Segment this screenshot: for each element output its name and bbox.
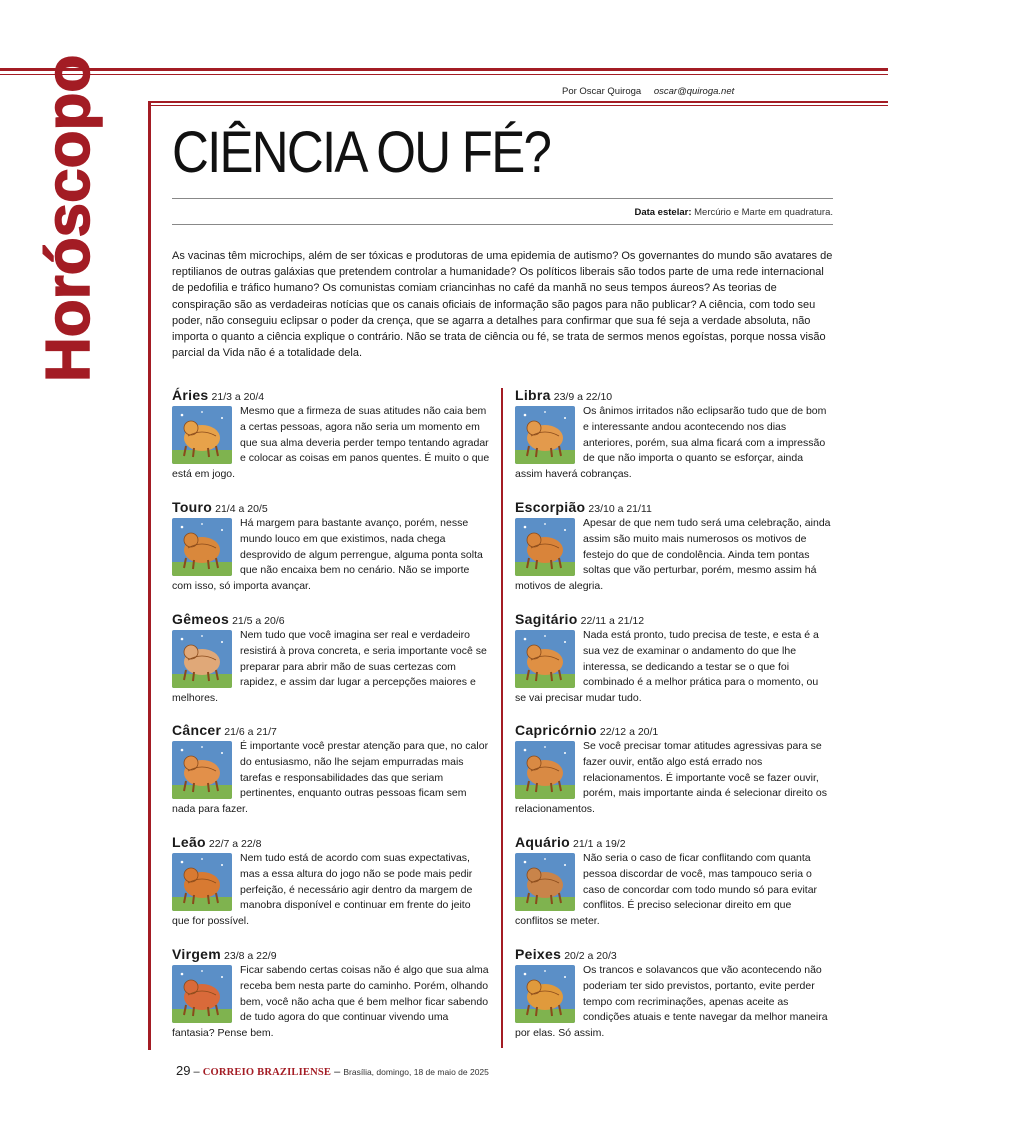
column-separator — [501, 388, 503, 1048]
sign-dates: 21/6 a 21/7 — [224, 726, 277, 738]
sign-name: Áries — [172, 387, 209, 403]
leo-lion-icon — [172, 853, 232, 911]
sign-block — [172, 946, 490, 1042]
stardate-label: Data estelar: — [634, 207, 692, 218]
sign-dates: 22/7 a 22/8 — [208, 838, 262, 850]
cancer-crab-icon — [172, 741, 232, 799]
sign-header — [172, 499, 490, 516]
sign-header — [515, 611, 831, 628]
sign-dates: 21/1 a 19/2 — [573, 838, 626, 850]
sign-header — [172, 387, 490, 404]
libra-scales-icon — [515, 406, 575, 464]
sign-header — [172, 722, 490, 739]
sign-dates: 23/9 a 22/10 — [553, 391, 613, 403]
section-title: Horóscopo — [34, 54, 103, 382]
sign-block — [515, 722, 831, 818]
sign-block — [172, 499, 490, 595]
sign-body — [515, 404, 831, 483]
issue-date: Brasília, domingo, 18 de maio de 2025 — [343, 1067, 489, 1077]
sign-body — [172, 404, 490, 483]
frame-top-rule-thin — [150, 105, 888, 106]
headline-rule-bottom — [172, 224, 833, 225]
sign-name: Aquário — [515, 834, 570, 850]
sign-body — [172, 628, 490, 707]
sign-text: Ficar sabendo certas coisas não é algo que sua alma receba bem nesta parte do caminho. Porém, olhando bem, você não acha que é bem melhor ficar sabendo de tudo agora do que continuar vivendo uma fantasia? Pense bem. — [172, 964, 489, 1040]
sign-block — [172, 611, 490, 707]
sign-dates: 21/5 a 20/6 — [232, 615, 285, 627]
sign-block — [172, 387, 490, 483]
sign-text: Nem tudo que você imagina ser real e verdadeiro resistirá à prova concreta, e seria importante você se preparar para abrir mão de suas certezas com rapidez, e assim dar lugar a percepções maiores e melhores. — [172, 629, 487, 705]
sign-name: Leão — [172, 834, 206, 850]
top-rule-thin — [0, 74, 888, 75]
aquarius-waterbearer-icon — [515, 853, 575, 911]
author-name: Por Oscar Quiroga — [562, 86, 642, 97]
sign-block — [515, 499, 831, 595]
sign-block — [172, 722, 490, 818]
sign-name: Gêmeos — [172, 611, 230, 627]
sign-body — [172, 516, 490, 595]
sign-header — [515, 387, 831, 404]
sign-header — [172, 611, 490, 628]
sign-header — [172, 834, 490, 851]
sign-dates: 23/10 a 21/11 — [588, 503, 652, 515]
sign-name: Peixes — [515, 946, 562, 962]
footer-dash: – — [334, 1066, 344, 1078]
sign-body — [515, 963, 831, 1042]
sign-text: Os trancos e solavancos que vão acontecendo não poderiam ter sido previstos, portanto, evite perder tempo com recriminações, apenas aceite as condições atuais e tente navegar da melhor maneira por elas. Só assim. — [515, 964, 828, 1040]
sign-text: Nem tudo está de acordo com suas expectativas, mas a essa altura do jogo não se pode mais pedir perfeição, é necessário agir dentro da margem de manobra disponível e continuar em frente do jeito que for possível. — [172, 852, 473, 928]
sign-name: Virgem — [172, 946, 222, 962]
sign-body — [172, 963, 490, 1042]
intro-paragraph: As vacinas têm microchips, além de ser tóxicas e produtoras de uma epidemia de autismo? Os governantes do mundo são avatares de reptilianos de outras galáxias que pretendem controlar a humanidade? Os políticos liberais são todos parte de uma rede internacional de pedofilia e tráfico humano? Os comunistas comiam criancinhas no café da manhã no seus tempos áureos? As teorias de conspiração são as verdadeiras notícias que os canais oficiais de informação são pagos para não publicar? A ciência, com todo seu poder, não conseguiu eclipsar o poder da crença, que se agarra a detalhes para confirmar que sua fé seja a verdade absoluta, não importa o quanto a ciência explique o contrário. Não se trata de ciência ou fé, se trata de sermos menos egoístas, porque nossa visão parcial da Vida não é a totalidade dela. — [172, 250, 833, 360]
sign-header — [172, 946, 490, 963]
sign-header — [515, 946, 831, 963]
sign-block — [515, 387, 831, 483]
sign-dates: 21/4 a 20/5 — [215, 503, 268, 515]
sign-name: Capricórnio — [515, 722, 597, 738]
gemini-twins-icon — [172, 630, 232, 688]
sign-block — [515, 834, 831, 930]
sign-body — [515, 516, 831, 595]
sign-body — [172, 851, 490, 930]
author-email[interactable]: oscar@quiroga.net — [653, 86, 735, 97]
headline-rule-top — [172, 198, 833, 199]
aries-ram-icon — [172, 406, 232, 464]
sign-dates: 22/12 a 20/1 — [599, 726, 659, 738]
sign-text: Apesar de que nem tudo será uma celebração, ainda assim são muito mais numerosos os motivos de festejo do que de condolência. Ainda tem pontas soltas que vão perturbar, porém, mesmo assim há motivos de alegria. — [515, 517, 831, 593]
sign-body — [515, 628, 831, 707]
sign-block — [172, 834, 490, 930]
headline: CIÊNCIA OU FÉ? — [172, 120, 551, 185]
sign-dates: 22/11 a 21/12 — [580, 615, 645, 627]
sign-name: Escorpião — [515, 499, 586, 515]
sign-text: Não seria o caso de ficar conflitando com quanta pessoa discordar de você, mas tampouco seria o caso de concordar com todo mundo só para evitar conflitos. É preciso selecionar direito em que conflitos se meter. — [515, 852, 818, 928]
sign-body — [515, 851, 831, 930]
sign-text: Nada está pronto, tudo precisa de teste, e esta é a sua vez de examinar o andamento do que lhe interessa, se dedicando a testar se o que foi combinado é a melhor prática para o momento, ou se vai precisar mudar tudo. — [515, 629, 819, 705]
sign-header — [515, 722, 831, 739]
sign-block — [515, 611, 831, 707]
stardate-text: Mercúrio e Marte em quadratura. — [694, 207, 833, 218]
newspaper-name: CORREIO BRAZILIENSE — [202, 1067, 332, 1078]
sign-dates: 20/2 a 20/3 — [564, 950, 617, 962]
sign-block — [515, 946, 831, 1042]
sign-name: Touro — [172, 499, 213, 515]
virgo-maiden-icon — [172, 965, 232, 1023]
sign-dates: 21/3 a 20/4 — [211, 391, 265, 403]
page-number: 29 — [176, 1063, 191, 1078]
sign-dates: 23/8 a 22/9 — [224, 950, 277, 962]
scorpio-scorpion-icon — [515, 518, 575, 576]
sign-body — [515, 739, 831, 818]
stardate — [634, 207, 833, 218]
pisces-fish-icon — [515, 965, 575, 1023]
footer-dash: – — [193, 1066, 203, 1078]
capricorn-goat-icon — [515, 741, 575, 799]
frame-top-rule — [150, 101, 888, 103]
sign-header — [515, 499, 831, 516]
top-rule-thick — [0, 68, 888, 71]
sign-name: Libra — [515, 387, 551, 403]
sign-text: É importante você prestar atenção para que, no calor do entusiasmo, não lhe sejam empurradas mais tarefas e responsabilidades das que seriam pertinentes, enquanto outras pessoas ficam sem nada para fazer. — [172, 740, 489, 816]
footer — [176, 1063, 489, 1078]
sign-text: Há margem para bastante avanço, porém, nesse mundo louco em que existimos, nada chega desprovido de algum perrengue, alguma ponta solta que não encaixa bem no cenário. Não se importe com isso, só importa avançar. — [172, 517, 483, 593]
byline — [562, 86, 734, 97]
sign-text: Os ânimos irritados não eclipsarão tudo que de bom e interessante andou acontecendo nos dias anteriores, porém, sua alma ficará com a impressão de que não importa o quanto se esforçar, ainda assim haverá cobranças. — [515, 405, 827, 481]
sign-body — [172, 739, 490, 818]
sign-text: Mesmo que a firmeza de suas atitudes não caia bem a certas pessoas, agora não seria um momento em que sua alma deveria perder tempo tentando agradar e colocar as coisas em panos quentes. É muito o que está em jogo. — [172, 405, 490, 481]
sign-name: Sagitário — [515, 611, 578, 627]
sagittarius-centaur-icon — [515, 630, 575, 688]
frame-left-rule — [148, 101, 151, 1050]
taurus-bull-icon — [172, 518, 232, 576]
sign-header — [515, 834, 831, 851]
sign-name: Câncer — [172, 722, 222, 738]
sign-text: Se você precisar tomar atitudes agressivas para se fazer ouvir, então algo está errado nos relacionamentos. É importante você se fazer ouvir, porém, mais importante ainda é selecionar direito os relacionamentos. — [515, 740, 827, 816]
